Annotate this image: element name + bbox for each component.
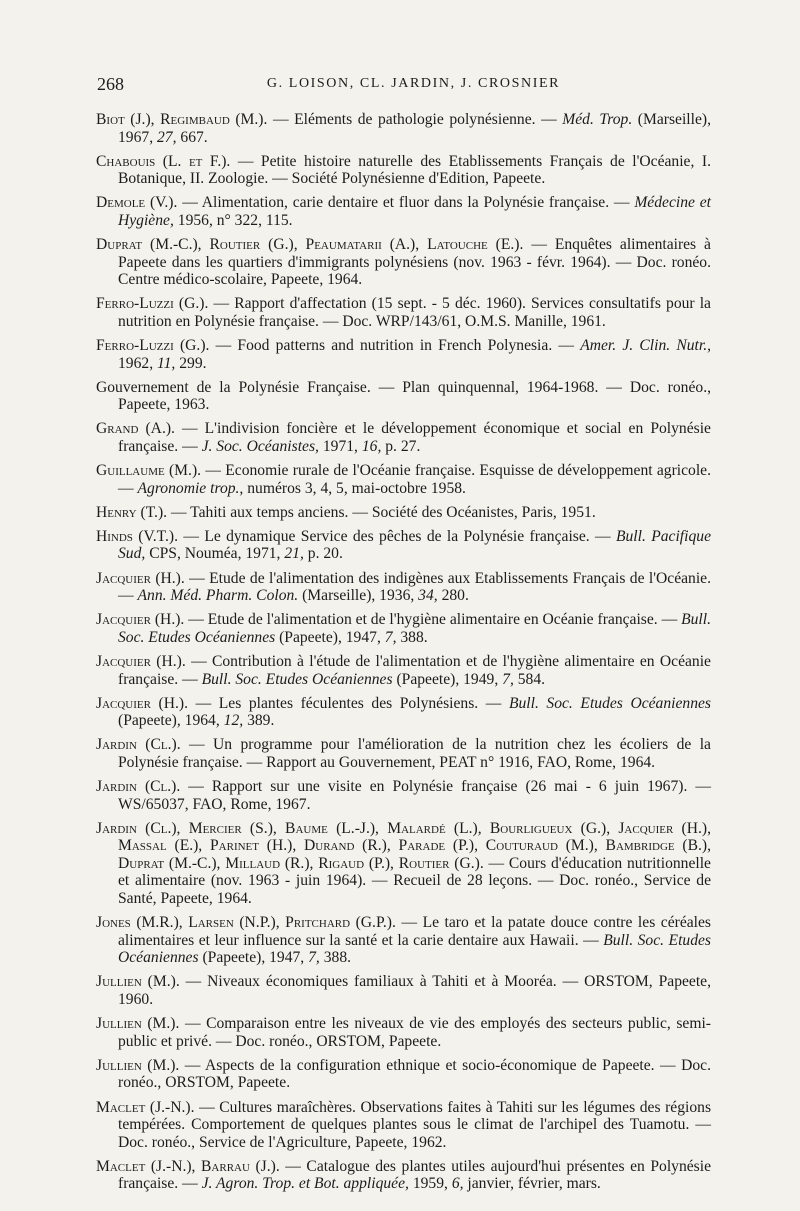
reference-authors: Jardin (Cl.). [96,736,181,754]
reference-entry [96,295,711,330]
reference-text: — Etude de l'alimentation des indigènes aux Etablissements Français de l'Océanie. — [118,569,711,605]
reference-details: numéros 3, 4, 5, mai-octobre 1958. [247,479,466,497]
reference-authors: Jacquier (H.). [96,652,186,670]
reference-authors: Jacquier (H.). [96,569,185,587]
reference-text: — Niveaux économiques familiaux à Tahiti et à Mooréa. — ORSTOM, Papeete, 1960. [118,973,711,1009]
reference-details: (Marseille), 1967, [118,111,711,146]
reference-end: p. 27. [385,438,421,455]
reference-authors: Henry (T.). [96,503,168,521]
reference-details: 1971, [322,438,358,455]
reference-text: — Rapport d'affectation (15 sept. - 5 déc. 1960). Services consultatifs pour la nutrition en Polynésie française. — Doc. WRP/143/61, O.M.S. Manille, 1961. [118,295,711,330]
reference-details: CPS, Nouméa, 1971, [149,545,281,563]
reference-authors: Duprat (M.-C.), Routier (G.), Peaumatarii (A.), Latouche (E.). [96,236,524,254]
reference-volume: 12, [223,712,244,730]
reference-entry [96,1057,711,1092]
reference-volume: 7, [384,628,397,646]
reference-text: — Food patterns and nutrition in French Polynesia. — [215,337,575,355]
running-head: G. LOISON, CL. JARDIN, J. CROSNIER [266,76,561,91]
reference-source: Bull. Pacifique Sud, [118,527,711,563]
reference-source: Bull. Soc. Etudes Océaniennes [201,670,393,688]
reference-authors: Maclet (J.-N.), Barrau (J.). [96,1157,280,1175]
reference-text: — Enquêtes alimentaires à Papeete dans les quartiers d'immigrants polynésiens (nov. 1963 - févr. 1964). — Doc. ronéo. Centre médico-scolaire, Papeete, 1964. [118,236,711,289]
page-header [97,74,710,98]
reference-text: — Cultures maraîchères. Observations faites à Tahiti sur les légumes des régions tempérées. Comportement de quelques plantes sous le climat de l'archipel des Tuamotu. — Doc. ronéo., Service de l'Agriculture, Papeete, 1962. [118,1098,712,1151]
reference-end: 389. [247,712,275,730]
reference-text: — Petite histoire naturelle des Etablissements Français de l'Océanie, I. Botanique, II. Zoologie. — Société Polynésienne d'Edition, Papeete. [118,152,711,188]
reference-text: — Tahiti aux temps anciens. — Société des Océanistes, Paris, 1951. [170,503,596,521]
reference-source: Agronomie trop., [137,479,244,497]
reference-details: (Papeete), 1947, [279,628,381,646]
reference-authors: Demole (V.). [96,194,178,212]
reference-entry [96,778,711,813]
reference-entry [96,153,711,188]
reference-end: p. 20. [307,545,343,563]
reference-entry [96,611,711,646]
reference-entry [96,420,711,455]
reference-end: 584. [517,670,546,688]
reference-end: 388. [323,949,352,967]
reference-source: J. Agron. Trop. et Bot. appliquée, [201,1175,409,1193]
reference-volume: 11, [157,354,176,372]
reference-authors: Grand (A.). [96,420,175,438]
reference-authors: Jones (M.R.), Larsen (N.P.), Pritchard (G.P.). [96,914,396,932]
reference-text: — Un programme pour l'amélioration de la nutrition chez les écoliers de la Polynésie française. — Rapport au Gouvernement, PEAT n° 1916, FAO, Rome, 1964. [118,736,711,771]
reference-details: (Marseille), 1936, [302,587,415,605]
reference-authors: Biot (J.), Regimbaud (M.). [96,111,268,128]
reference-authors: Ferro-Luzzi (G.). [96,295,209,313]
reference-entry [96,736,711,771]
reference-source: Méd. Trop. [562,111,633,128]
reference-list [96,111,711,1199]
reference-authors: Hinds (V.T.). [96,527,178,545]
reference-end: 388. [400,628,428,646]
reference-entry [96,820,711,908]
reference-end: janvier, février, mars. [467,1175,601,1193]
reference-source: J. Soc. Océanistes, [201,438,319,455]
reference-authors: Jacquier (H.). [96,694,188,712]
reference-entry [96,914,711,967]
reference-entry [96,379,711,414]
reference-authors: Jacquier (H.). [96,611,185,629]
reference-text: — Rapport sur une visite en Polynésie française (26 mai - 6 juin 1967). — WS/65037, FAO, Rome, 1967. [118,778,711,813]
reference-volume: 27, [157,128,177,146]
reference-source: Bull. Soc. Etudes Océaniennes [118,611,711,646]
reference-authors: Chabouis (L. et F.). [96,152,231,170]
reference-authors: Jullien (M.). [96,973,180,991]
reference-end: 299. [179,354,207,372]
reference-source: Médecine et Hygiène, [118,194,711,229]
reference-authors: Jardin (Cl.). [96,778,181,795]
reference-source: Bull. Soc. Etudes Océaniennes [508,694,711,712]
reference-entry [96,462,711,497]
reference-details: (Papeete), 1964, [118,712,220,730]
reference-entry [96,570,711,605]
reference-text: — Contribution à l'étude de l'alimentation et de l'hygiène alimentaire en Océanie française. — [118,652,711,688]
reference-source: Bull. Soc. Etudes Océaniennes [118,931,711,967]
reference-entry [96,1015,711,1050]
reference-end: 667. [180,128,208,146]
reference-text: — L'indivision foncière et le développement économique et social en Polynésie française. — [118,420,711,455]
reference-authors: Jullien (M.). [96,1056,180,1074]
reference-entry [96,194,711,229]
reference-text: — Cours d'éducation nutritionnelle et alimentaire (nov. 1963 - juin 1964). — Recueil de 28 leçons. — Doc. ronéo., Service de Santé, Papeete, 1964. [118,854,711,908]
reference-source: Amer. J. Clin. Nutr., [580,337,712,355]
reference-text: — Comparaison entre les niveaux de vie des employés des secteurs public, semi-public et privé. — Doc. ronéo., ORSTOM, Papeete. [118,1015,712,1050]
reference-entry [96,653,711,688]
reference-text: — Economie rurale de l'Océanie française. Esquisse de développement agricole. — [118,462,711,497]
reference-volume: 7, [502,670,514,688]
reference-volume: 6, [451,1175,464,1193]
reference-entry [96,504,711,522]
reference-authors: Jardin (Cl.), Mercier (S.), Baume (L.-J.), Malardé (L.), Bourligueux (G.), Jacquier (H.), Massal (E.), Parinet (H.), Durand (R.), Parade (P.), Couturaud (M.), Bambridge (B.), Duprat (M.-C.), Millaud (R.), Rigaud (P.), Routier (G.). [96,819,711,872]
reference-text: — Etude de l'alimentation et de l'hygiène alimentaire en Océanie française. — [188,611,678,629]
reference-text: — Eléments de pathologie polynésienne. — [272,111,557,128]
reference-details: (Papeete), 1947, [202,949,305,967]
reference-text: — Aspects de la configuration ethnique et socio-économique de Papeete. — Doc. ronéo., ORSTOM, Papeete. [118,1056,711,1092]
reference-entry [96,337,711,372]
reference-text: — Catalogue des plantes utiles aujourd'hui présentes en Polynésie française. — [118,1157,711,1193]
reference-entry [96,111,711,146]
reference-entry [96,1158,711,1193]
reference-entry [96,973,711,1008]
reference-details: 1959, [412,1175,448,1193]
reference-volume: 7, [308,949,320,967]
reference-authors: Ferro-Luzzi (G.). [96,337,210,355]
reference-authors: Jullien (M.). [96,1015,180,1033]
reference-entry [96,695,711,730]
page-number: 268 [97,74,124,94]
reference-text: — Les plantes féculentes des Polynésiens. — [195,694,502,712]
reference-entry [96,1099,711,1152]
reference-details: 1956, n° 322, 115. [177,211,293,229]
reference-authors: Maclet (J.-N.). [96,1098,195,1116]
reference-text: — Alimentation, carie dentaire et fluor dans la Polynésie française. — [182,194,630,212]
reference-text: — Le taro et la patate douce contre les céréales alimentaires et leur influence sur la santé et la carie dentaire aux Hawaii. — [118,914,711,949]
reference-volume: 34, [418,587,438,605]
reference-entry [96,528,711,563]
reference-text: — Le dynamique Service des pêches de la Polynésie française. — [183,527,611,545]
reference-authors: Guillaume (M.). [96,462,202,480]
reference-source: Ann. Méd. Pharm. Colon. [137,587,299,605]
reference-entry [96,236,711,289]
reference-text: Gouvernement de la Polynésie Française. — Plan quinquennal, 1964-1968. — Doc. ronéo., Papeete, 1963. [96,378,711,414]
reference-details: (Papeete), 1949, [396,670,499,688]
reference-end: 280. [441,587,469,605]
reference-volume: 16, [361,438,382,455]
reference-details: 1962, [118,354,154,372]
reference-volume: 21, [284,545,304,563]
